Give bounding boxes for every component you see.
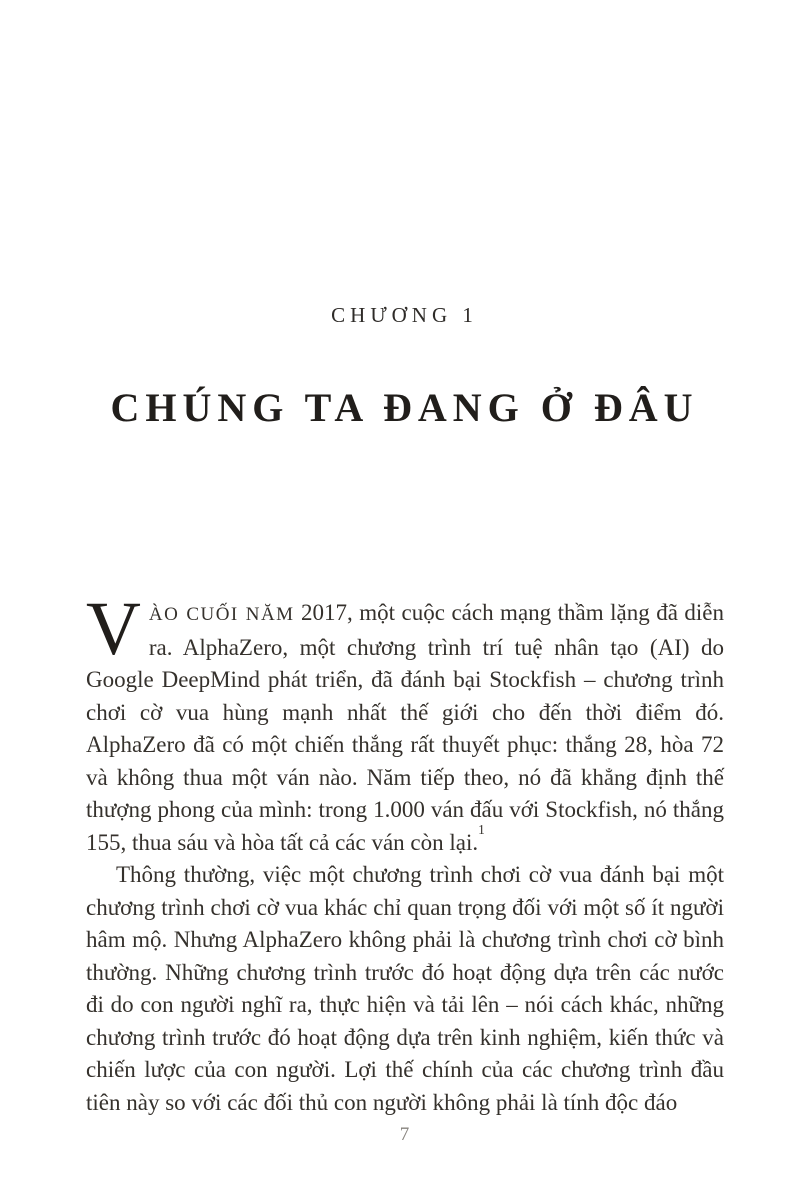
body-text [86, 587, 724, 1119]
chapter-title: CHÚNG TA ĐANG Ở ĐÂU [110, 385, 699, 430]
chapter-label: CHƯƠNG 1 [331, 303, 478, 327]
paragraph-second [86, 859, 724, 1119]
paragraph-text: Thông thường, việc một chương trình chơi cờ vua đánh bại một chương trình chơi cờ vua khác chỉ quan trọng đối với một số ít người hâm mộ. Nhưng AlphaZero không phải là chương trình chơi cờ bình thường. Những chương trình trước đó hoạt động dựa trên các nước đi do con người nghĩ ra, thực hiện và tải lên – nói cách khác, những chương trình trước đó hoạt động dựa trên kinh nghiệm, kiến thức và chiến lược của con người. Lợi thế chính của các chương trình đầu tiên này so với các đối thủ con người không phải là tính độc đáo [86, 862, 724, 1115]
paragraph-text: 2017, một cuộc cách mạng thầm lặng đã diễn ra. AlphaZero, một chương trình trí tuệ nhân tạo (AI) do Google DeepMind phát triển, đã đánh bại Stockfish – chương trình chơi cờ vua hùng mạnh nhất thế giới cho đến thời điểm đó. AlphaZero đã có một chiến thắng rất thuyết phục: thắng 28, hòa 72 và không thua một ván nào. Năm tiếp theo, nó đã khẳng định thế thượng phong của mình: trong 1.000 ván đấu với Stockfish, nó thắng 155, thua sáu và hòa tất cả các ván còn lại. [86, 600, 724, 855]
page-number: 7 [399, 1124, 410, 1145]
paragraph-opening [86, 587, 724, 859]
footnote-marker: 1 [478, 821, 485, 837]
lead-small-caps: ÀO CUỐI NĂM [148, 604, 295, 625]
drop-cap: V [86, 587, 141, 671]
